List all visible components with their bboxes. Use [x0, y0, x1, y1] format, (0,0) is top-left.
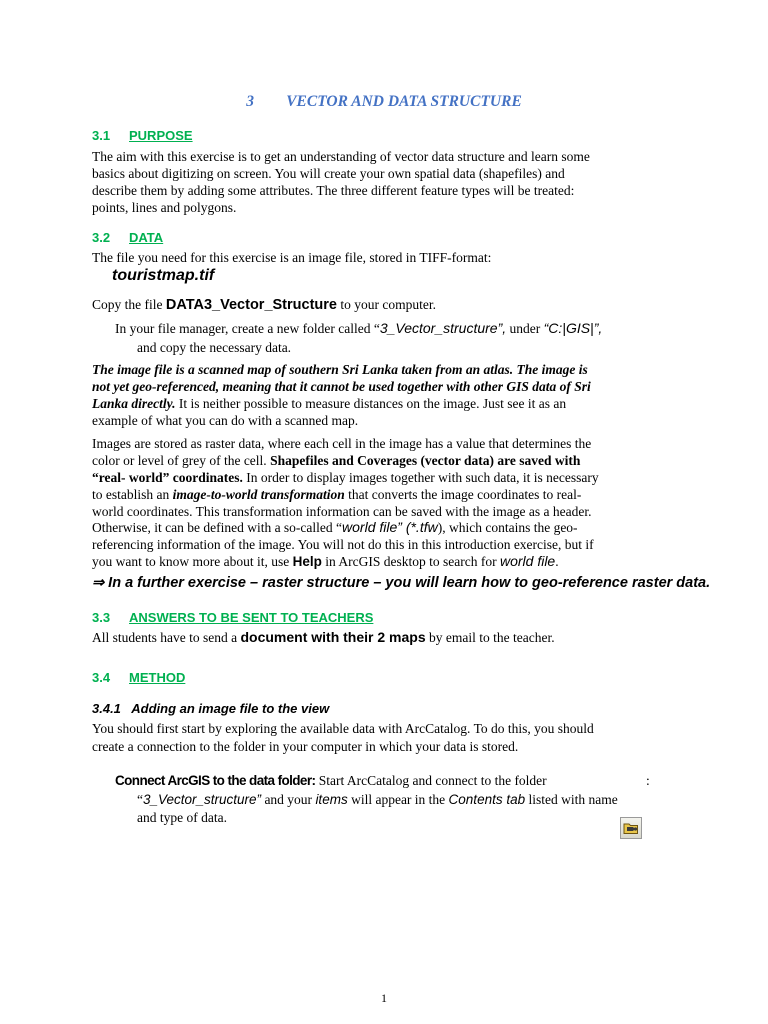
- page-title: [0, 93, 768, 111]
- raster-line-3: “real- world” coordinates. In order to display images together with such data, it is necessary: [92, 470, 599, 485]
- raster-line-5: world coordinates. This transformation information can be saved with the image as a header.: [92, 504, 592, 519]
- raster-line-6: Otherwise, it can be defined with a so-called “world file” (*.tfw), which contains the geo-: [92, 519, 578, 535]
- heading-data: 3.2 DATA: [92, 230, 164, 245]
- heading-purpose: 3.1 PURPOSE: [92, 128, 193, 143]
- purpose-line-1: The aim with this exercise is to get an understanding of vector data structure and learn some: [92, 149, 590, 164]
- raster-line-4: to establish an image-to-world transformation that converts the image coordinates to real-: [92, 487, 582, 502]
- scanned-map-line-3: Lanka directly. It is neither possible to measure distances on the image. Just see it as an: [92, 396, 567, 411]
- raster-line-7: referencing information of the image. You will not do this in this introduction exercise, but if: [92, 537, 594, 552]
- method-line-2: create a connection to the folder in your computer in which your data is stored.: [92, 739, 519, 754]
- file-manager-line: In your file manager, create a new folder called “3_Vector_structure”, under “C:|GIS|”,: [115, 320, 603, 336]
- raster-line-1: Images are stored as raster data, where each cell in the image has a value that determines the: [92, 436, 592, 451]
- data-line-1: The file you need for this exercise is an image file, stored in TIFF-format:: [92, 250, 492, 265]
- connect-colon: :: [646, 773, 650, 788]
- scanned-map-line-4: example of what you can do with a scanned map.: [92, 413, 359, 428]
- subheading-adding-image: 3.4.1 Adding an image file to the view: [92, 701, 330, 716]
- heading-answers: 3.3 ANSWERS TO BE SENT TO TEACHERS: [92, 610, 374, 625]
- raster-line-8: you want to know more about it, use Help in ArcGIS desktop to search for world file.: [92, 553, 559, 569]
- answers-line: All students have to send a document with their 2 maps by email to the teacher.: [92, 629, 555, 645]
- scanned-map-line-1: The image file is a scanned map of southern Sri Lanka taken from an atlas. The image is: [92, 362, 588, 377]
- connect-line-2: “3_Vector_structure” and your items will appear in the Contents tab listed with name: [137, 792, 618, 807]
- purpose-line-3: describe them by adding some attributes. The three different feature types will be treated:: [92, 183, 575, 198]
- file-name: touristmap.tif: [112, 267, 215, 284]
- purpose-line-4: points, lines and polygons.: [92, 200, 237, 215]
- method-line-1: You should first start by exploring the available data with ArcCatalog. To do this, you should: [92, 721, 594, 736]
- title-number: 3: [246, 93, 254, 110]
- folder-icon: [621, 818, 641, 838]
- file-manager-line-2: and copy the necessary data.: [137, 340, 292, 355]
- purpose-line-2: basics about digitizing on screen. You will create your own spatial data (shapefiles) and: [92, 166, 565, 181]
- title-text: VECTOR AND DATA STRUCTURE: [286, 93, 522, 110]
- page-number: 1: [381, 991, 387, 1005]
- connect-line-3: and type of data.: [137, 810, 227, 825]
- copy-line: Copy the file DATA3_Vector_Structure to your computer.: [92, 297, 436, 313]
- raster-line-2: color or level of grey of the cell. Shapefiles and Coverages (vector data) are saved with: [92, 453, 581, 468]
- connect-folder-icon: [620, 817, 642, 839]
- connect-line-1: Connect ArcGIS to the data folder: Start ArcCatalog and connect to the folder: [115, 773, 547, 788]
- scanned-map-line-2: not yet geo-referenced, meaning that it cannot be used together with other GIS data of Sri: [92, 379, 591, 394]
- further-exercise-note: ⇒ In a further exercise – raster structure – you will learn how to geo-reference raster data.: [92, 575, 711, 591]
- heading-method: 3.4 METHOD: [92, 670, 186, 685]
